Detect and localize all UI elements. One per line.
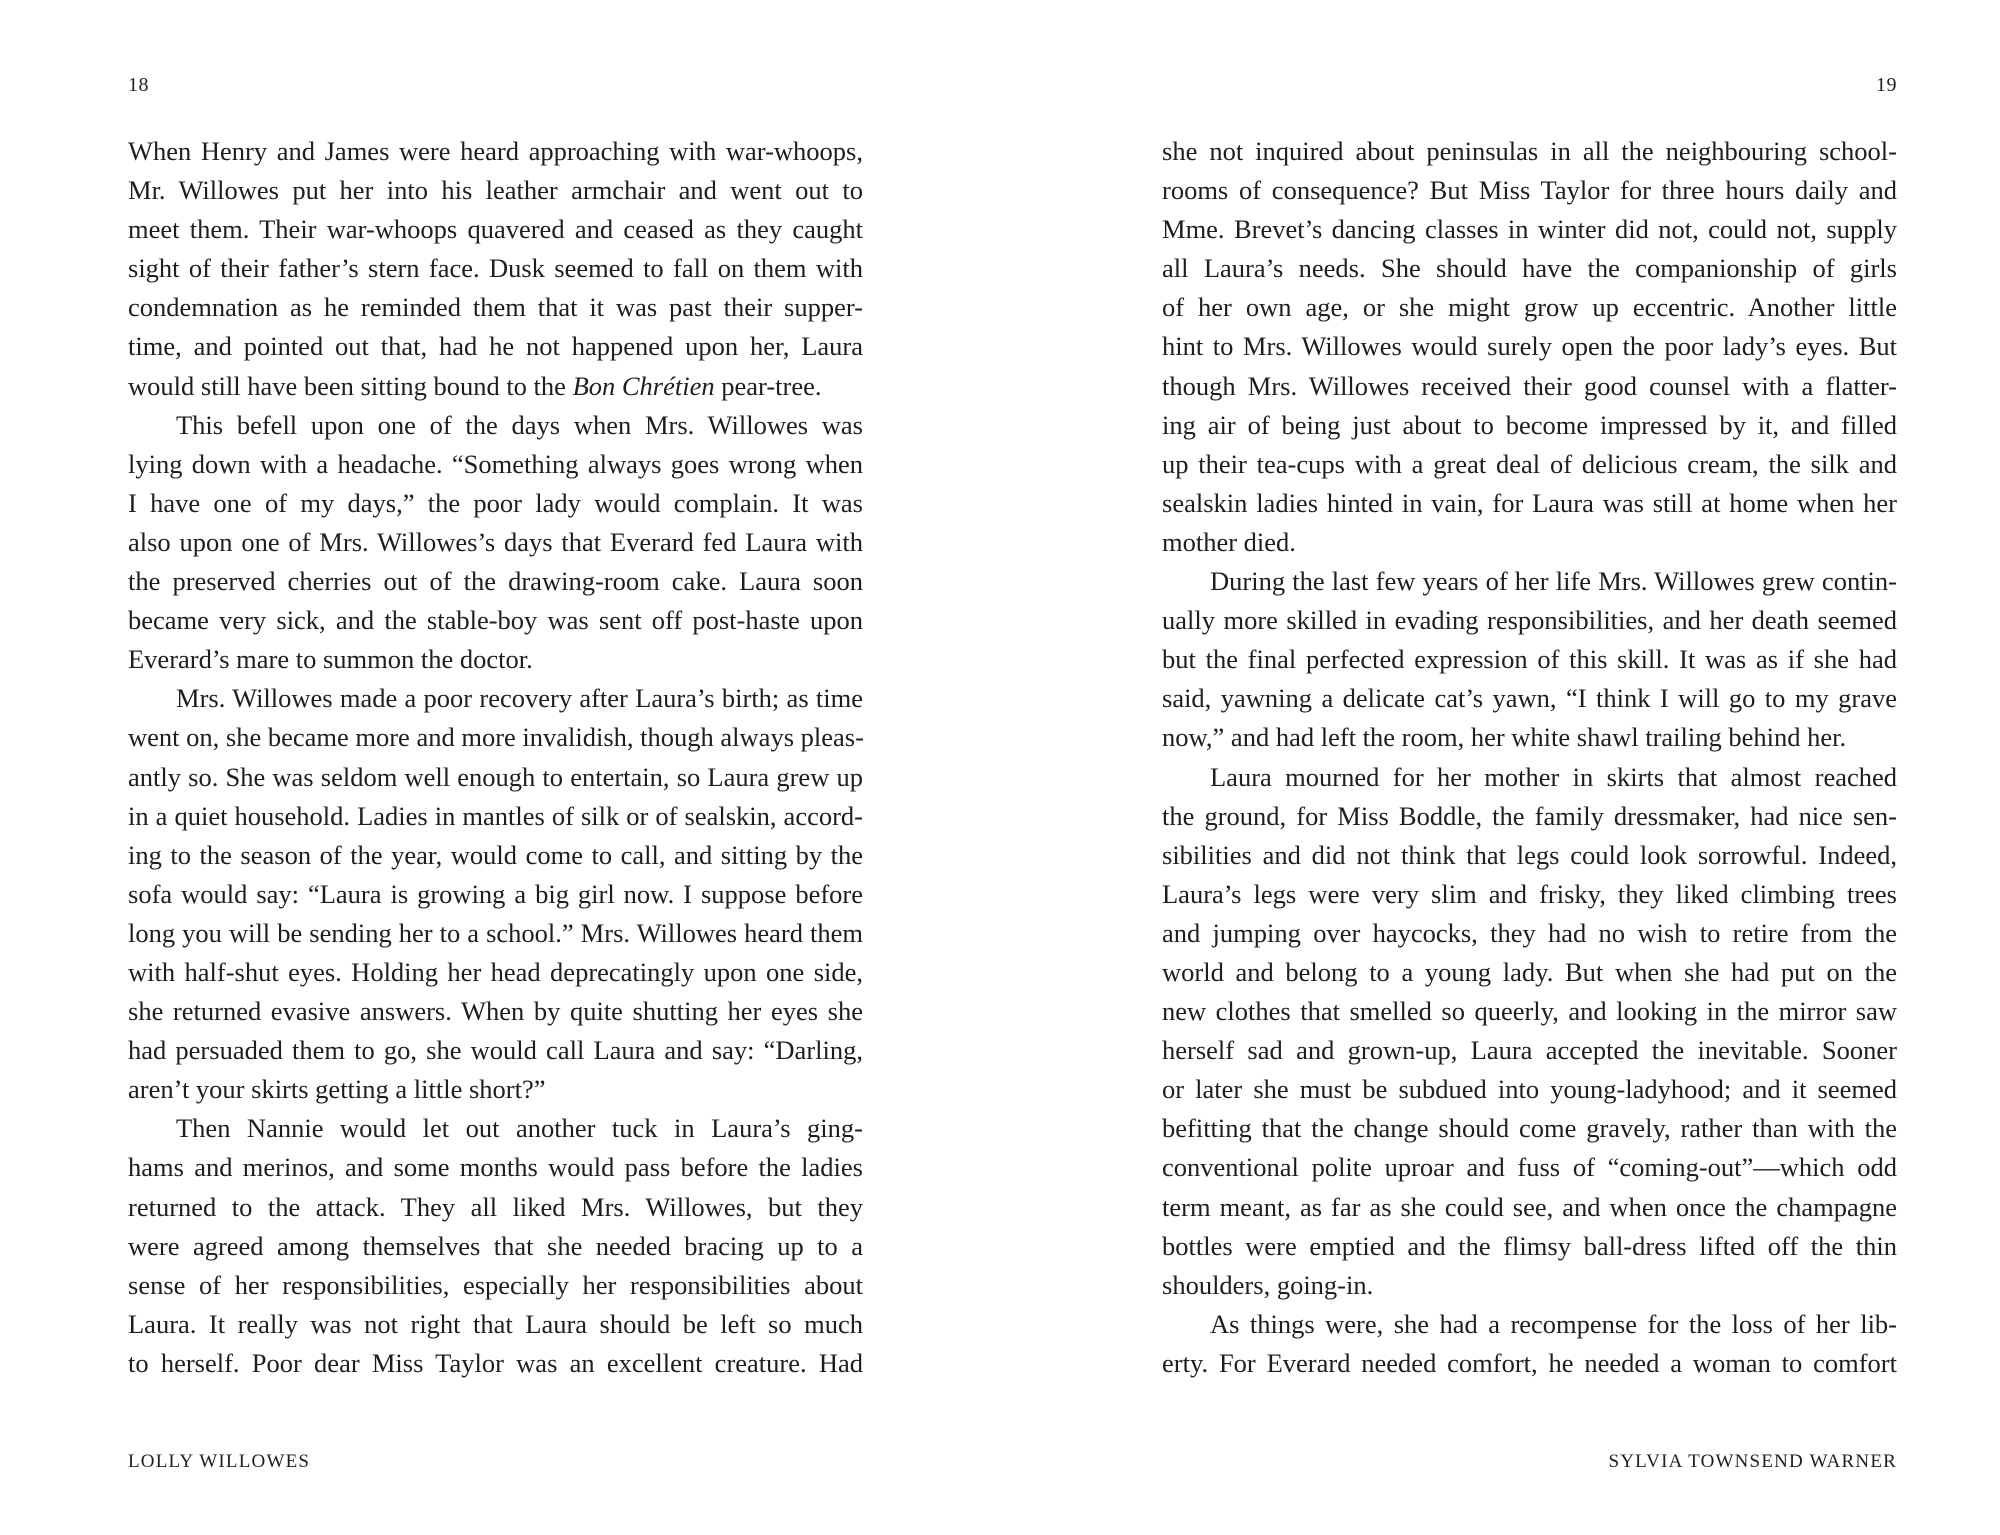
italic-title: Bon Chrétien — [572, 370, 715, 401]
text-line: to herself. Poor dear Miss Taylor was an excellent creature. Had — [128, 1347, 863, 1378]
text-line: up their tea-cups with a great deal of delicious cream, the silk and — [1162, 448, 1897, 479]
text-line: Everard’s mare to summon the doctor. — [128, 644, 533, 675]
body-text — [1162, 132, 1897, 1383]
text-line: with half-shut eyes. Holding her head deprecatingly upon one side, — [128, 956, 863, 987]
text-line: mother died. — [1162, 526, 1296, 557]
text-line: sight of their father’s stern face. Dusk seemed to fall on them with — [128, 253, 863, 284]
text-line: she returned evasive answers. When by quite shutting her eyes she — [128, 996, 863, 1027]
text-line: condemnation as he reminded them that it was past their supper- — [128, 292, 863, 323]
text-line: This befell upon one of the days when Mrs. Willowes was — [176, 409, 863, 440]
text-line: though Mrs. Willowes received their good counsel with a flatter- — [1162, 370, 1897, 401]
text-line: sealskin ladies hinted in vain, for Laura was still at home when her — [1162, 487, 1897, 518]
text-line: shoulders, going-in. — [1162, 1269, 1374, 1300]
text-line: or later she must be subdued into young-ladyhood; and it seemed — [1162, 1074, 1897, 1105]
text-line: antly so. She was seldom well enough to entertain, so Laura grew up — [128, 761, 863, 792]
text-line: Laura. It really was not right that Laura should be left so much — [128, 1308, 863, 1339]
text-line: the preserved cherries out of the drawing-room cake. Laura soon — [128, 566, 863, 597]
text-line: Laura mourned for her mother in skirts that almost reached — [1210, 761, 1897, 792]
text-line: said, yawning a delicate cat’s yawn, “I think I will go to my grave — [1162, 683, 1897, 714]
text-line: ually more skilled in evading responsibilities, and her death seemed — [1162, 605, 1897, 636]
body-text — [128, 132, 863, 1383]
text-line: were agreed among themselves that she needed bracing up to a — [128, 1230, 863, 1261]
text-line: aren’t your skirts getting a little short?” — [128, 1074, 546, 1105]
text-line: went on, she became more and more invalidish, though always pleas- — [128, 722, 864, 753]
text-line: herself sad and grown-up, Laura accepted the inevitable. Sooner — [1162, 1035, 1897, 1066]
text-line: became very sick, and the stable-boy was sent off post-haste upon — [128, 605, 863, 636]
text-line: Laura’s legs were very slim and frisky, they liked climbing trees — [1162, 878, 1897, 909]
text-line: lying down with a headache. “Something always goes wrong when — [128, 448, 863, 479]
page-number: 19 — [1876, 74, 1897, 96]
text-line: meet them. Their war-whoops quavered and ceased as they caught — [128, 214, 863, 245]
text-line: When Henry and James were heard approaching with war-whoops, — [128, 136, 863, 166]
text-line: Then Nannie would let out another tuck in Laura’s ging- — [176, 1113, 863, 1144]
text-line: would still have been sitting bound to the Bon Chrétien pear-tree. — [128, 370, 822, 401]
text-line: sibilities and did not think that legs could look sorrowful. Indeed, — [1162, 839, 1897, 870]
text-line: now,” and had left the room, her white shawl trailing behind her. — [1162, 722, 1847, 753]
text-line: conventional polite uproar and fuss of “coming-out”—which odd — [1162, 1152, 1897, 1183]
text-line: hint to Mrs. Willowes would surely open the poor lady’s eyes. But — [1162, 331, 1897, 362]
text-line: ing to the season of the year, would come to call, and sitting by the — [128, 839, 863, 870]
text-line: ing air of being just about to become impressed by it, and filled — [1162, 409, 1897, 440]
text-line: new clothes that smelled so queerly, and looking in the mirror saw — [1162, 996, 1897, 1027]
text-line: erty. For Everard needed comfort, he needed a woman to comfort — [1162, 1347, 1897, 1378]
text-line: returned to the attack. They all liked Mrs. Willowes, but they — [128, 1191, 863, 1222]
text-line: befitting that the change should come gravely, rather than with the — [1162, 1113, 1897, 1144]
text-line: of her own age, or she might grow up eccentric. Another little — [1162, 292, 1897, 323]
text-line: but the final perfected expression of this skill. It was as if she had — [1162, 644, 1897, 675]
text-line: and jumping over haycocks, they had no wish to retire from the — [1162, 917, 1897, 948]
running-footer: LOLLY WILLOWES — [128, 1451, 311, 1472]
text-line: rooms of consequence? But Miss Taylor for three hours daily and — [1162, 175, 1897, 206]
text-line: Mrs. Willowes made a poor recovery after Laura’s birth; as time — [176, 683, 863, 714]
text-line: term meant, as far as she could see, and when once the champagne — [1162, 1191, 1897, 1222]
text-line: all Laura’s needs. She should have the companionship of girls — [1162, 253, 1897, 284]
page-number: 18 — [128, 74, 149, 96]
text-line: she not inquired about peninsulas in all the neighbouring school- — [1162, 136, 1897, 166]
text-line: bottles were emptied and the flimsy ball-dress lifted off the thin — [1162, 1230, 1897, 1261]
text-line: had persuaded them to go, she would call Laura and say: “Darling, — [128, 1035, 863, 1066]
text-line: During the last few years of her life Mrs. Willowes grew contin- — [1210, 566, 1897, 597]
text-line: sense of her responsibilities, especially her responsibilities about — [128, 1269, 863, 1300]
text-line: Mr. Willowes put her into his leather armchair and went out to — [128, 175, 863, 206]
text-line: in a quiet household. Ladies in mantles of silk or of sealskin, accord- — [128, 800, 863, 831]
text-line: the ground, for Miss Boddle, the family dressmaker, had nice sen- — [1162, 800, 1897, 831]
text-line: time, and pointed out that, had he not happened upon her, Laura — [128, 331, 863, 362]
text-line: also upon one of Mrs. Willowes’s days that Everard fed Laura with — [128, 526, 863, 557]
left-page — [128, 0, 863, 1535]
text-line: I have one of my days,” the poor lady would complain. It was — [128, 487, 863, 518]
text-line: long you will be sending her to a school.” Mrs. Willowes heard them — [128, 917, 863, 948]
text-line: As things were, she had a recompense for the loss of her lib- — [1210, 1308, 1897, 1339]
right-page — [1162, 0, 1897, 1535]
text-line: Mme. Brevet’s dancing classes in winter did not, could not, supply — [1162, 214, 1897, 245]
text-line: hams and merinos, and some months would pass before the ladies — [128, 1152, 863, 1183]
running-footer: SYLVIA TOWNSEND WARNER — [1608, 1451, 1897, 1472]
text-line: sofa would say: “Laura is growing a big girl now. I suppose before — [128, 878, 863, 909]
text-line: world and belong to a young lady. But when she had put on the — [1162, 956, 1897, 987]
